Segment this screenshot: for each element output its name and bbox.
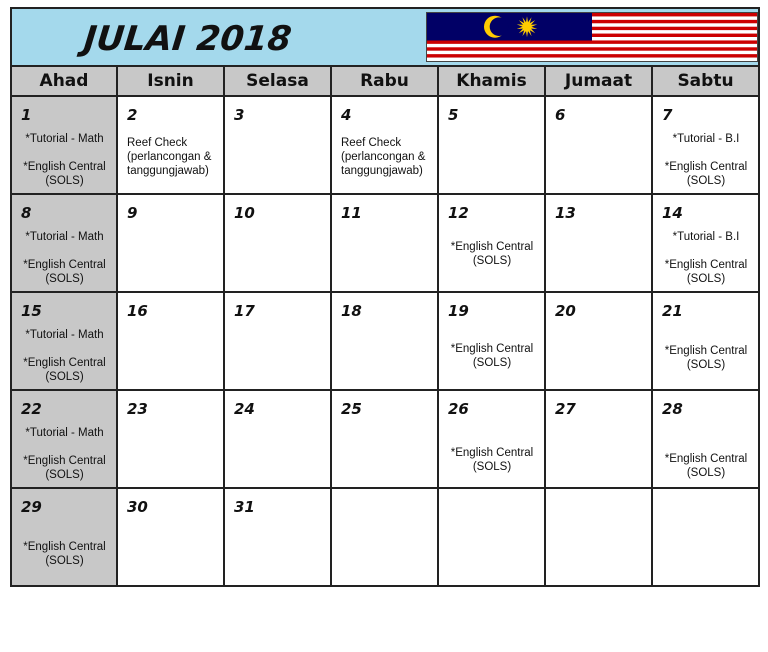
day-number: 22	[21, 400, 42, 418]
day-number: 12	[448, 204, 469, 222]
day-cell[interactable]	[439, 97, 546, 195]
event-label: *English Central (SOLS)	[23, 541, 106, 567]
day-number: 29	[21, 498, 42, 516]
day-cell[interactable]	[225, 489, 332, 585]
day-number: 15	[21, 302, 42, 320]
day-cell-body	[121, 394, 221, 485]
event-label: *Tutorial - B.I	[672, 231, 740, 243]
malaysia-flag-icon	[426, 12, 758, 62]
day-cell[interactable]	[332, 195, 439, 293]
day-cell[interactable]	[332, 391, 439, 489]
day-cell-body	[228, 100, 328, 191]
day-cell[interactable]	[225, 97, 332, 195]
day-cell-body	[15, 394, 114, 485]
event-label: Reef Check (perlancongan & tanggungjawab)	[341, 137, 426, 177]
calendar-grid	[12, 97, 758, 585]
event-label: *Tutorial - B.I	[672, 133, 740, 145]
event-label: *Tutorial - Math	[25, 329, 104, 341]
title-bar	[12, 9, 758, 67]
day-cell[interactable]	[12, 293, 118, 391]
day-cell[interactable]	[118, 97, 225, 195]
event-label: *English Central (SOLS)	[23, 161, 106, 187]
day-cell-body	[335, 100, 435, 191]
day-number: 16	[127, 302, 148, 320]
day-cell-body	[549, 394, 649, 485]
event-label: *English Central (SOLS)	[23, 259, 106, 285]
day-number: 11	[341, 204, 362, 222]
day-number: 4	[341, 106, 352, 124]
day-cell-body	[442, 296, 542, 387]
event-label: *Tutorial - Math	[25, 427, 104, 439]
weekday-header: Khamis	[439, 67, 546, 95]
day-cell-body	[442, 198, 542, 289]
event-label: *English Central (SOLS)	[664, 453, 748, 479]
day-cell[interactable]	[653, 195, 758, 293]
calendar-title: JULAI 2018	[81, 19, 294, 59]
event-label: *Tutorial - Math	[25, 231, 104, 243]
day-number: 10	[234, 204, 255, 222]
day-cell-body	[15, 296, 114, 387]
day-number: 2	[127, 106, 138, 124]
event-label: *English Central (SOLS)	[664, 161, 748, 187]
day-cell[interactable]	[12, 391, 118, 489]
day-cell[interactable]	[546, 489, 653, 585]
day-cell-body	[228, 198, 328, 289]
day-cell[interactable]	[439, 195, 546, 293]
day-cell[interactable]	[546, 391, 653, 489]
day-cell[interactable]	[12, 97, 118, 195]
day-number: 24	[234, 400, 255, 418]
day-cell[interactable]	[118, 293, 225, 391]
day-cell[interactable]	[12, 195, 118, 293]
day-number: 25	[341, 400, 362, 418]
day-cell[interactable]	[653, 489, 758, 585]
day-cell[interactable]	[439, 293, 546, 391]
day-number: 13	[555, 204, 576, 222]
day-cell[interactable]	[118, 195, 225, 293]
day-cell[interactable]	[332, 293, 439, 391]
weekday-header: Isnin	[118, 67, 225, 95]
day-cell-body	[549, 296, 649, 387]
day-number: 26	[448, 400, 469, 418]
day-cell-body	[15, 492, 114, 583]
day-cell-body	[549, 198, 649, 289]
day-cell-body	[656, 100, 756, 191]
event-label: Reef Check (perlancongan & tanggungjawab)	[127, 137, 212, 177]
day-cell-body	[549, 492, 649, 583]
day-number: 17	[234, 302, 255, 320]
day-cell[interactable]	[653, 293, 758, 391]
day-cell-body	[121, 492, 221, 583]
event-label: *English Central (SOLS)	[664, 345, 748, 371]
day-cell-body	[228, 394, 328, 485]
day-number: 20	[555, 302, 576, 320]
weekday-header: Ahad	[12, 67, 118, 95]
day-number: 7	[662, 106, 673, 124]
day-cell[interactable]	[12, 489, 118, 585]
event-label: *English Central (SOLS)	[23, 357, 106, 383]
day-cell-body	[656, 492, 756, 583]
day-cell-body	[656, 296, 756, 387]
day-cell[interactable]	[225, 195, 332, 293]
weekday-header-row	[12, 67, 758, 97]
day-cell[interactable]	[332, 489, 439, 585]
day-number: 1	[21, 106, 32, 124]
day-cell-body	[15, 100, 114, 191]
event-label: *English Central (SOLS)	[450, 343, 534, 369]
day-cell-body	[442, 100, 542, 191]
day-cell-body	[121, 100, 221, 191]
day-number: 18	[341, 302, 362, 320]
event-label: *English Central (SOLS)	[450, 241, 534, 267]
day-number: 23	[127, 400, 148, 418]
day-number: 30	[127, 498, 148, 516]
day-cell-body	[549, 100, 649, 191]
weekday-header: Selasa	[225, 67, 332, 95]
day-number: 8	[21, 204, 32, 222]
day-cell-body	[335, 492, 435, 583]
day-number: 6	[555, 106, 566, 124]
event-label: *Tutorial - Math	[25, 133, 104, 145]
day-cell-body	[442, 394, 542, 485]
day-cell[interactable]	[546, 97, 653, 195]
weekday-header: Rabu	[332, 67, 439, 95]
day-number: 9	[127, 204, 138, 222]
weekday-header: Jumaat	[546, 67, 653, 95]
day-cell[interactable]	[118, 489, 225, 585]
event-label: *English Central (SOLS)	[450, 447, 534, 473]
weekday-header: Sabtu	[677, 71, 734, 91]
day-number: 27	[555, 400, 576, 418]
day-cell-body	[335, 394, 435, 485]
day-cell-body	[656, 198, 756, 289]
day-number: 3	[234, 106, 245, 124]
day-cell[interactable]	[118, 391, 225, 489]
day-cell-body	[442, 492, 542, 583]
day-number: 14	[662, 204, 683, 222]
day-number: 31	[234, 498, 255, 516]
day-cell[interactable]	[439, 391, 546, 489]
day-number: 5	[448, 106, 459, 124]
day-cell[interactable]	[225, 391, 332, 489]
day-cell-body	[15, 198, 114, 289]
day-cell[interactable]	[546, 293, 653, 391]
day-number: 19	[448, 302, 469, 320]
day-cell-body	[335, 198, 435, 289]
event-label: *English Central (SOLS)	[23, 455, 106, 481]
day-number: 28	[662, 400, 683, 418]
day-number: 21	[662, 302, 683, 320]
day-cell-body	[121, 296, 221, 387]
day-cell-body	[121, 198, 221, 289]
day-cell[interactable]	[653, 391, 758, 489]
day-cell[interactable]	[653, 97, 758, 195]
calendar	[10, 7, 760, 587]
day-cell[interactable]	[332, 97, 439, 195]
day-cell[interactable]	[546, 195, 653, 293]
day-cell-body	[228, 492, 328, 583]
day-cell[interactable]	[439, 489, 546, 585]
day-cell-body	[335, 296, 435, 387]
day-cell-body	[228, 296, 328, 387]
event-label: *English Central (SOLS)	[664, 259, 748, 285]
day-cell-body	[656, 394, 756, 485]
day-cell[interactable]	[225, 293, 332, 391]
